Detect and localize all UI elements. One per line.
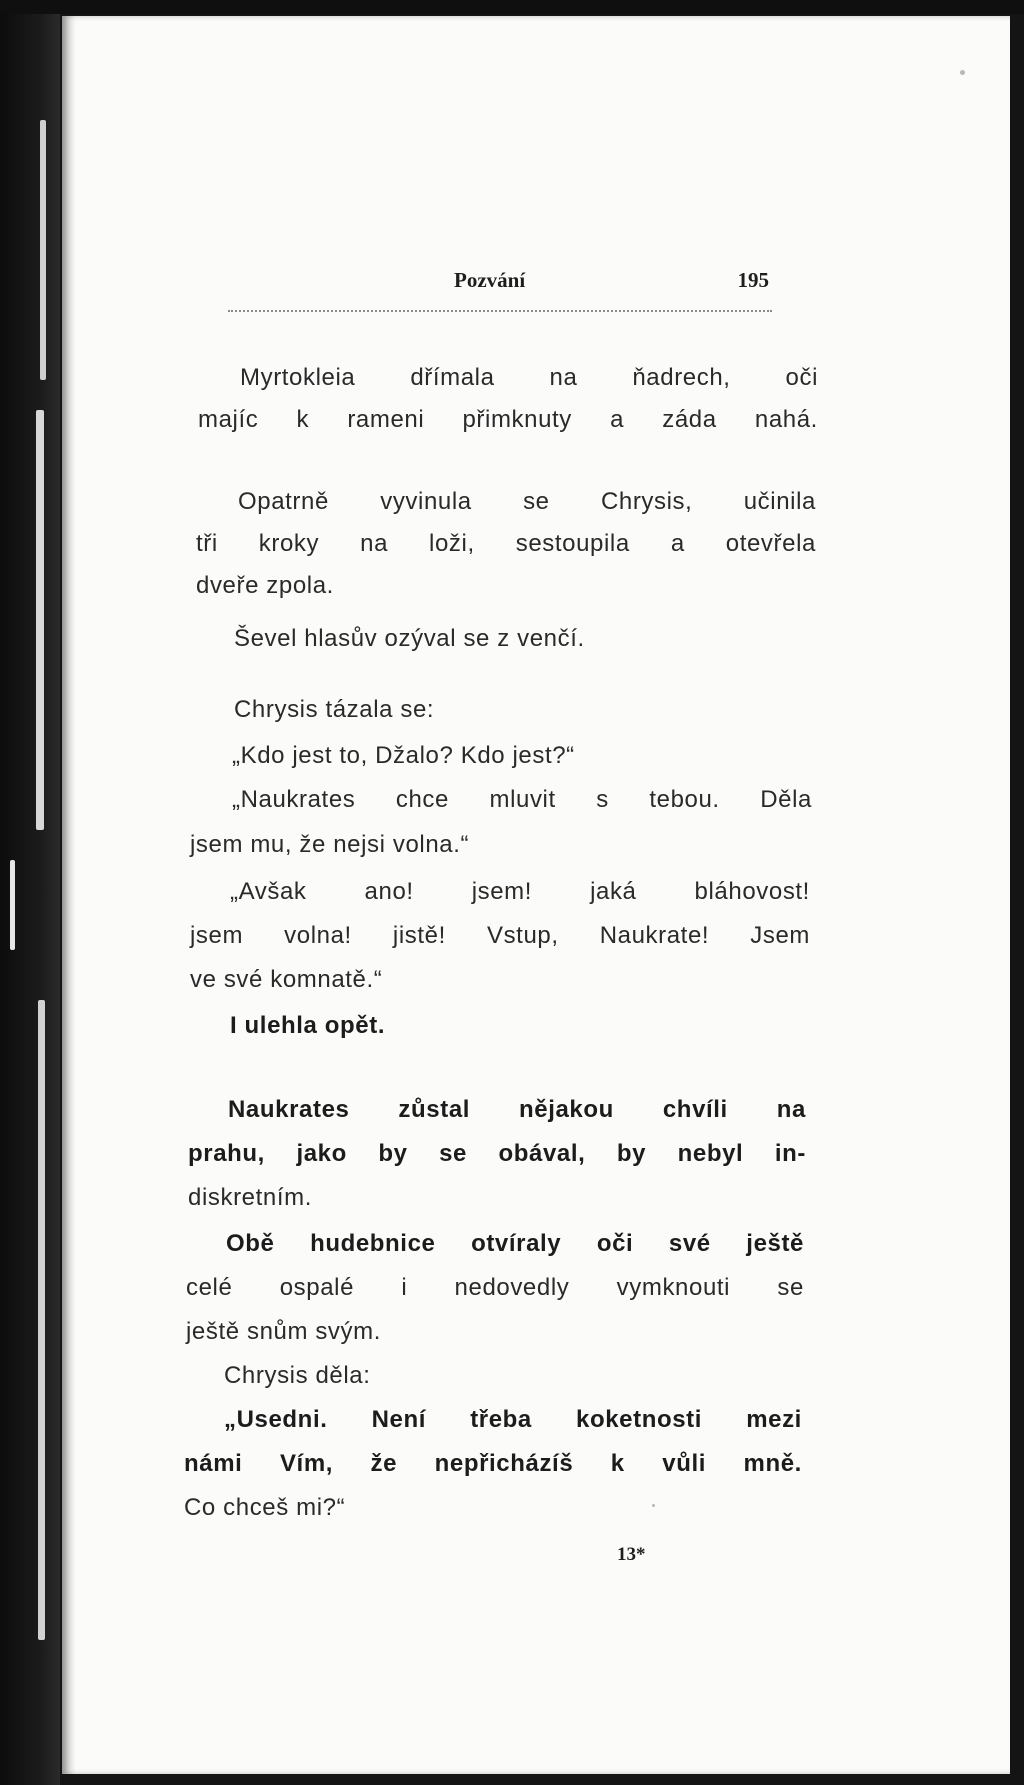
text-line: I ulehla opět. <box>230 1012 386 1039</box>
text-line: dveře zpola. <box>196 572 334 599</box>
text-line: jsem volna! jistě! Vstup, Naukrate! Jsem <box>190 922 810 949</box>
spine-mark <box>40 120 46 380</box>
text-line: ještě snům svým. <box>186 1318 381 1345</box>
text-line: Naukrates zůstal nějakou chvíli na <box>228 1096 806 1123</box>
text-line: jsem mu, že nejsi volna.“ <box>190 831 470 858</box>
spine-mark <box>38 1000 45 1640</box>
text-line: celé ospalé i nedovedly vymknouti se <box>186 1274 804 1301</box>
text-line: diskretním. <box>188 1184 312 1211</box>
running-title: Pozvání <box>454 268 526 292</box>
text-line: Ševel hlasův ozýval se z venčí. <box>234 625 585 652</box>
signature-mark: 13* <box>617 1544 646 1565</box>
book-page <box>62 16 1010 1774</box>
text-line: ve své komnatě.“ <box>190 966 383 993</box>
spine-mark <box>36 410 44 830</box>
text-line: Myrtokleia dřímala na ňadrech, oči <box>240 364 818 391</box>
scan-border-top <box>0 0 1024 14</box>
text-line: prahu, jako by se obával, by nebyl in- <box>188 1140 806 1167</box>
text-line: „Naukrates chce mluvit s tebou. Děla <box>232 786 812 813</box>
text-line: majíc k rameni přimknuty a záda nahá. <box>198 406 818 433</box>
text-line: tři kroky na loži, sestoupila a otevřela <box>196 530 816 557</box>
text-line: „Kdo jest to, Džalo? Kdo jest?“ <box>232 742 575 769</box>
text-line: námi Vím, že nepřicházíš k vůli mně. <box>184 1450 802 1477</box>
dust-speck <box>652 1504 655 1507</box>
text-line: „Avšak ano! jsem! jaká bláhovost! <box>230 878 810 905</box>
text-line: Obě hudebnice otvíraly oči své ještě <box>226 1230 804 1257</box>
text-line: „Usedni. Není třeba koketnosti mezi <box>224 1406 802 1433</box>
body-text <box>62 16 1010 1774</box>
scan-border-left <box>0 0 60 1785</box>
text-line: Co chceš mi?“ <box>184 1494 346 1521</box>
dust-speck <box>960 70 965 75</box>
text-line: Chrysis děla: <box>224 1362 371 1389</box>
spine-mark <box>10 860 15 950</box>
page-number: 195 <box>737 268 769 292</box>
text-line: Opatrně vyvinula se Chrysis, učinila <box>238 488 816 515</box>
text-line: Chrysis tázala se: <box>234 696 435 723</box>
